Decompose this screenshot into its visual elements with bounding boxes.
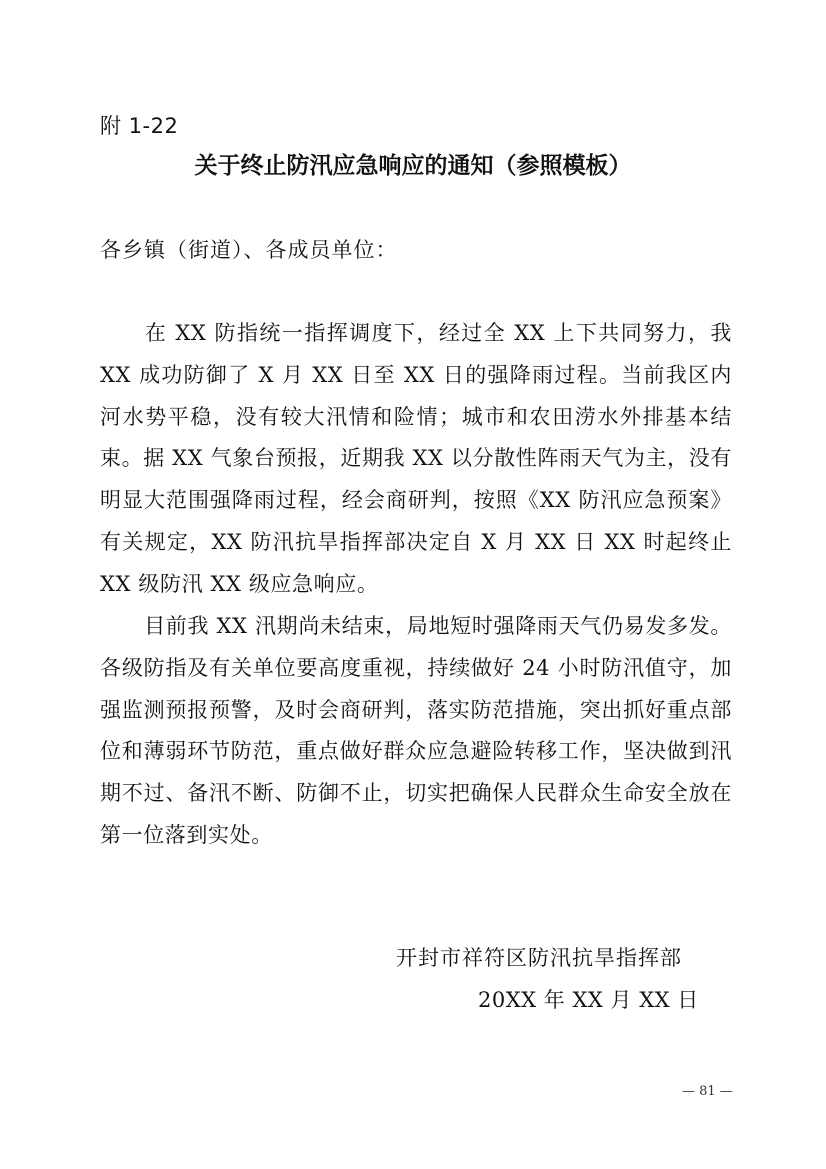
body-paragraph-1 xyxy=(100,313,732,606)
signature-date: 20XX 年 XX 月 XX 日 xyxy=(478,988,699,1012)
body-paragraph-2 xyxy=(100,606,732,857)
paragraph-text: 在 XX 防指统一指挥调度下，经过全 XX 上下共同努力，我 XX 成功防御了 X 月 XX 日至 XX 日的强降雨过程。当前我区内河水势平稳，没有较大汛情和险情；城市和农田涝水外排基本结束。据 XX 气象台预报，近期我 XX 以分散性阵雨天气为主，没有明显大范围强降雨过程，经会商研判，按照《XX 防汛应急预案》有关规定，XX 防汛抗旱指挥部决定自 X 月 XX 日 XX 时起终止 XX 级防汛 XX 级应急响应。 xyxy=(100,321,732,596)
signer-organization: 开封市祥符区防汛抗旱指挥部 xyxy=(396,946,682,970)
document-title: 关于终止防汛应急响应的通知（参照模板） xyxy=(194,153,632,179)
paragraph-text: 目前我 XX 汛期尚未结束，局地短时强降雨天气仍易发多发。各级防指及有关单位要高度重视，持续做好 24 小时防汛值守，加强监测预报预警，及时会商研判，落实防范措施，突出抓好重点部位和薄弱环节防范，重点做好群众应急避险转移工作，坚决做到汛期不过、备汛不断、防御不止，切实把确保人民群众生命安全放在第一位落到实处。 xyxy=(100,614,732,847)
salutation: 各乡镇（街道）、各成员单位： xyxy=(100,238,398,262)
attachment-label: 附 1-22 xyxy=(100,114,179,138)
page-number: — 81 — xyxy=(682,1084,733,1099)
